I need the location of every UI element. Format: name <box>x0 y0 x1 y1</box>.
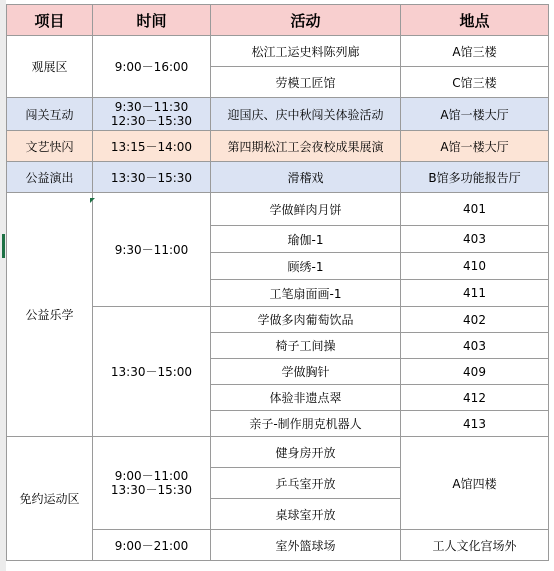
time-cell[interactable]: 13:15－14:00 <box>93 131 211 162</box>
schedule-table <box>6 4 549 561</box>
place-cell[interactable]: 411 <box>401 280 549 307</box>
place-cell[interactable]: A馆一楼大厅 <box>401 131 549 162</box>
activity-cell[interactable]: 学做多肉葡萄饮品 <box>211 307 401 333</box>
table-row <box>7 162 549 193</box>
place-cell[interactable]: 403 <box>401 333 549 359</box>
place-cell[interactable]: 410 <box>401 253 549 280</box>
place-cell[interactable]: B馆多功能报告厅 <box>401 162 549 193</box>
activity-cell[interactable]: 迎国庆、庆中秋闯关体验活动 <box>211 98 401 131</box>
activity-cell[interactable]: 体验非遗点翠 <box>211 385 401 411</box>
comment-indicator-icon <box>90 198 95 203</box>
time-line: 9:00－11:00 <box>114 469 189 483</box>
time-cell[interactable]: 9:00－21:00 <box>93 530 211 561</box>
place-cell[interactable]: A馆三楼 <box>401 36 549 67</box>
table-row <box>7 98 549 131</box>
place-cell[interactable]: A馆四楼 <box>401 437 549 530</box>
table-row <box>7 131 549 162</box>
header-activity: 活动 <box>211 5 401 36</box>
table-row <box>7 193 549 226</box>
project-cell[interactable]: 免约运动区 <box>7 437 93 561</box>
time-cell[interactable] <box>93 98 211 131</box>
project-cell[interactable]: 文艺快闪 <box>7 131 93 162</box>
place-cell[interactable]: C馆三楼 <box>401 67 549 98</box>
activity-cell[interactable]: 顾绣-1 <box>211 253 401 280</box>
activity-cell[interactable]: 瑜伽-1 <box>211 226 401 253</box>
activity-cell[interactable]: 乒乓室开放 <box>211 468 401 499</box>
project-cell[interactable]: 公益演出 <box>7 162 93 193</box>
time-line: 13:30－15:30 <box>110 483 193 497</box>
place-cell[interactable]: 409 <box>401 359 549 385</box>
activity-cell[interactable]: 学做胸针 <box>211 359 401 385</box>
place-cell[interactable]: 412 <box>401 385 549 411</box>
activity-cell[interactable]: 松江工运史料陈列廊 <box>211 36 401 67</box>
project-cell[interactable]: 闯关互动 <box>7 98 93 131</box>
place-cell[interactable]: 402 <box>401 307 549 333</box>
place-cell[interactable]: A馆一楼大厅 <box>401 98 549 131</box>
header-project: 项目 <box>7 5 93 36</box>
time-cell[interactable]: 9:30－11:00 <box>93 193 211 307</box>
table-row <box>7 437 549 468</box>
activity-cell[interactable]: 滑稽戏 <box>211 162 401 193</box>
activity-cell[interactable]: 室外篮球场 <box>211 530 401 561</box>
header-time: 时间 <box>93 5 211 36</box>
selected-row-marker <box>2 234 5 258</box>
activity-cell[interactable]: 桌球室开放 <box>211 499 401 530</box>
project-cell[interactable]: 公益乐学 <box>7 193 93 437</box>
time-cell[interactable]: 13:30－15:00 <box>93 307 211 437</box>
activity-cell[interactable]: 亲子-制作朋克机器人 <box>211 411 401 437</box>
activity-cell[interactable]: 椅子工间操 <box>211 333 401 359</box>
time-line: 12:30－15:30 <box>110 114 193 128</box>
time-cell[interactable]: 13:30－15:30 <box>93 162 211 193</box>
project-cell[interactable]: 观展区 <box>7 36 93 98</box>
activity-cell[interactable]: 工笔扇面画-1 <box>211 280 401 307</box>
activity-cell[interactable]: 劳模工匠馆 <box>211 67 401 98</box>
activity-cell[interactable]: 健身房开放 <box>211 437 401 468</box>
place-cell[interactable]: 工人文化宫场外 <box>401 530 549 561</box>
time-cell[interactable]: 9:00－16:00 <box>93 36 211 98</box>
header-place: 地点 <box>401 5 549 36</box>
place-cell[interactable]: 401 <box>401 193 549 226</box>
table-row <box>7 36 549 67</box>
place-cell[interactable]: 413 <box>401 411 549 437</box>
time-line: 9:30－11:30 <box>114 100 189 114</box>
activity-cell[interactable]: 第四期松江工会夜校成果展演 <box>211 131 401 162</box>
place-cell[interactable]: 403 <box>401 226 549 253</box>
time-cell[interactable] <box>93 437 211 530</box>
header-row <box>7 5 549 36</box>
activity-cell[interactable]: 学做鲜肉月饼 <box>211 193 401 226</box>
